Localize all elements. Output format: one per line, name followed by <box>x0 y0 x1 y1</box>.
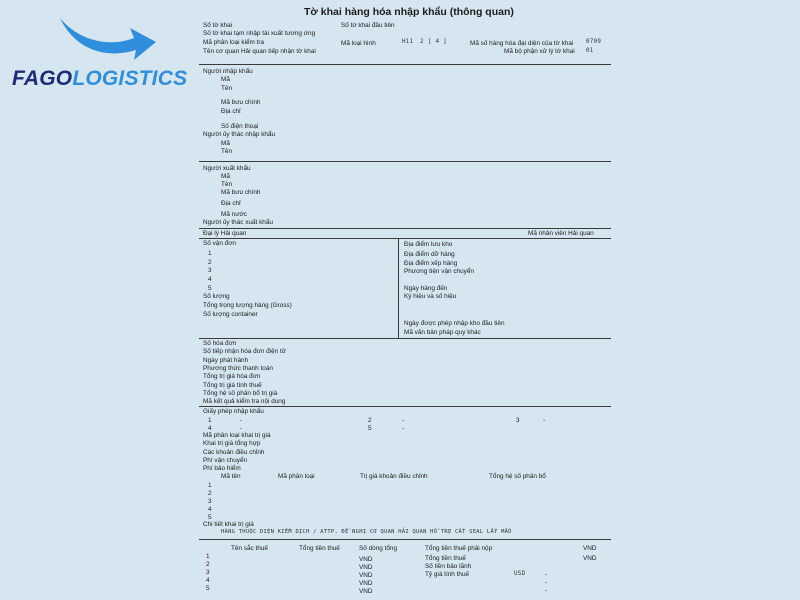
ty-gia-tinh-thue-label: Tỷ giá tính thuế <box>425 571 470 578</box>
phi-bao-hiem-label: Phí bảo hiểm <box>203 465 241 472</box>
thue-row-3: 3 <box>206 569 210 576</box>
phuong-thuc-thanh-toan-label: Phương thức thanh toán <box>203 365 273 372</box>
chi-tiet-khai-tri-gia-label: Chi tiết khai trị giá <box>203 521 254 528</box>
khai-tri-gia-tong-hop-label: Khai trị giá tổng hợp <box>203 440 261 447</box>
ky-hieu-label: Ký hiệu và số hiệu <box>404 293 457 300</box>
ma-bo-phan-value: 01 <box>586 48 594 54</box>
dia-diem-luu-kho-label: Địa điểm lưu kho <box>404 241 453 248</box>
ty-gia-dash-1: - <box>545 571 548 578</box>
tong-tri-gia-tinh-thue-label: Tổng trị giá tính thuế <box>203 382 262 389</box>
so-to-khai-label: Số tờ khai <box>203 22 233 29</box>
logo-text-part2: LOGISTICS <box>72 67 188 90</box>
tong-trong-luong-label: Tổng trọng lượng hàng (Gross) <box>203 302 292 309</box>
so-luong-label: Số lượng <box>203 293 230 300</box>
tong-he-so-label: Tổng hệ số phân bổ trị giá <box>203 390 278 397</box>
ma-loai-hinh-label: Mã loại hình <box>341 40 376 47</box>
giay-phep-dash-1: - <box>240 417 243 424</box>
nguoi-uy-thac-xk-title: Người ủy thác xuất khẩu <box>203 219 273 226</box>
phi-van-chuyen-label: Phí vận chuyển <box>203 457 248 464</box>
logo-text <box>12 67 187 91</box>
nnk-ma-buu-chinh-label: Mã bưu chính <box>221 99 261 106</box>
divider <box>199 228 611 229</box>
dia-diem-xep-hang-label: Địa điểm xếp hàng <box>404 260 458 267</box>
thue-vnd-1: VND <box>359 556 373 563</box>
ma-so-hang-hoa-label: Mã số hàng hóa đại diện của tờ khai <box>470 40 574 47</box>
col-tri-gia-dieu-chinh: Trị giá khoản điều chỉnh <box>360 473 428 480</box>
phuong-tien-label: Phương tiện vận chuyển <box>404 268 474 275</box>
ma-so-hang-hoa-value: 0709 <box>586 39 602 45</box>
tong-tien-thue-vnd: VND <box>583 555 597 562</box>
ma-phan-loai-khai-tri-gia-label: Mã phân loại khai trị giá <box>203 432 271 439</box>
nutnk-ma-label: Mã <box>221 140 230 147</box>
van-don-row-3: 3 <box>208 267 212 274</box>
giay-phep-dash-4: - <box>240 425 243 432</box>
divider <box>199 338 611 339</box>
thue-row-2: 2 <box>206 561 210 568</box>
thue-vnd-3: VND <box>359 572 373 579</box>
tri-gia-row-2: 2 <box>208 490 212 497</box>
giay-phep-num-2: 2 <box>368 417 372 424</box>
nxk-ten-label: Tên <box>221 181 233 188</box>
chi-tiet-khai-tri-gia-value: HÀNG THUỘC DIỆN KIỂM DỊCH / ATTP. ĐỀ NGHỊ CƠ QUAN HẢI QUAN HỖ TRỢ CẮT SEAL LẤY MẪU <box>221 529 512 535</box>
tri-gia-row-1: 1 <box>208 482 212 489</box>
ty-gia-usd: USD <box>514 571 526 577</box>
van-don-row-1: 1 <box>208 250 212 257</box>
tong-tri-gia-hoa-don-label: Tổng trị giá hóa đơn <box>203 373 261 380</box>
giay-phep-num-3: 3 <box>516 417 520 424</box>
van-don-row-2: 2 <box>208 259 212 266</box>
cac-khoan-dieu-chinh-label: Các khoản điều chỉnh <box>203 449 265 456</box>
giay-phep-num-5: 5 <box>368 425 372 432</box>
tri-gia-row-4: 4 <box>208 506 212 513</box>
dai-ly-hai-quan-label: Đại lý Hải quan <box>203 230 247 237</box>
divider <box>199 161 611 162</box>
ma-van-ban-label: Mã văn bản pháp quy khác <box>404 329 481 336</box>
form-title: Tờ khai hàng hóa nhập khẩu (thông quan) <box>304 6 514 18</box>
ngay-phat-hanh-label: Ngày phát hành <box>203 357 249 364</box>
giay-phep-dash-2: - <box>402 417 405 424</box>
thue-row-5: 5 <box>206 585 210 592</box>
col-ma-phan-loai: Mã phân loại <box>278 473 315 480</box>
nxk-ma-nuoc-label: Mã nước <box>221 211 247 218</box>
ma-nhan-vien-hq-label: Mã nhân viên Hải quan <box>528 230 594 237</box>
thue-row-4: 4 <box>206 577 210 584</box>
ma-loai-hinh-num: 2 <box>420 39 424 45</box>
thue-row-1: 1 <box>206 553 210 560</box>
van-don-row-5: 5 <box>208 285 212 292</box>
so-tiep-nhan-label: Số tiếp nhận hóa đơn điện tử <box>203 348 287 355</box>
logo-text-part1: FAGO <box>12 67 73 90</box>
col-so-dong-tong: Số dòng tổng <box>359 545 398 552</box>
nutnk-ten-label: Tên <box>221 148 233 155</box>
giay-phep-dash-5: - <box>402 425 405 432</box>
nnk-so-dien-thoai-label: Số điện thoại <box>221 123 259 130</box>
ma-loai-hinh-value: H11 <box>402 39 414 45</box>
nxk-ma-label: Mã <box>221 173 230 180</box>
column-divider <box>398 238 399 338</box>
ma-ket-qua-label: Mã kết quả kiểm tra nội dung <box>203 398 286 405</box>
ma-phan-loai-kiem-tra-label: Mã phân loại kiểm tra <box>203 39 265 46</box>
nnk-dia-chi-label: Địa chỉ <box>221 108 241 115</box>
ty-gia-dash-3: - <box>545 587 548 594</box>
tri-gia-row-3: 3 <box>208 498 212 505</box>
ngay-hang-den-label: Ngày hàng đến <box>404 285 448 292</box>
col-ten-sac-thue: Tên sắc thuế <box>231 545 268 552</box>
col-tong-he-so: Tổng hệ số phân bổ <box>489 473 546 480</box>
nguoi-uy-thac-nk-title: Người ủy thác nhập khẩu <box>203 131 276 138</box>
ten-co-quan-label: Tên cơ quan Hải quan tiếp nhận tờ khai <box>203 48 316 55</box>
so-tien-bao-lanh-label: Số tiền bảo lãnh <box>425 563 472 570</box>
thue-vnd-2: VND <box>359 564 373 571</box>
giay-phep-num-4: 4 <box>208 425 212 432</box>
tri-gia-row-5: 5 <box>208 514 212 521</box>
ngay-duoc-phep-label: Ngày được phép nhập kho đầu tiên <box>404 320 505 327</box>
nnk-ten-label: Tên <box>221 85 233 92</box>
giay-phep-title: Giấy phép nhập khẩu <box>203 408 264 415</box>
vnd-currency: VND <box>583 545 597 552</box>
divider <box>199 406 611 407</box>
dia-diem-do-hang-label: Địa điểm dỡ hàng <box>404 251 455 258</box>
nnk-ma-label: Mã <box>221 76 230 83</box>
ma-loai-hinh-bracket: [ 4 ] <box>428 39 447 45</box>
so-luong-container-label: Số lượng container <box>203 311 258 318</box>
so-hoa-don-label: Số hóa đơn <box>203 340 237 347</box>
van-don-row-4: 4 <box>208 276 212 283</box>
divider <box>199 238 611 239</box>
col-tong-tien-thue: Tổng tiền thuế <box>299 545 340 552</box>
arrow-icon <box>56 8 166 68</box>
so-tk-dau-tien-label: Số tờ khai đầu tiên <box>341 22 395 29</box>
divider <box>199 64 611 65</box>
thue-vnd-4: VND <box>359 580 373 587</box>
giay-phep-num-1: 1 <box>208 417 212 424</box>
divider <box>199 539 611 540</box>
thue-vnd-5: VND <box>359 588 373 595</box>
nxk-dia-chi-label: Địa chỉ <box>221 200 241 207</box>
giay-phep-dash-3: - <box>543 417 546 424</box>
tong-tien-thue-label: Tổng tiền thuế <box>425 555 466 562</box>
tong-tien-thue-phai-nop-label: Tổng tiền thuế phải nộp <box>425 545 493 552</box>
ty-gia-dash-2: - <box>545 579 548 586</box>
col-ma-ten: Mã tên <box>221 473 241 480</box>
so-tk-tam-nhap-label: Số tờ khai tạm nhập tái xuất tương ứng <box>203 30 316 37</box>
so-van-don-label: Số vận đơn <box>203 240 236 247</box>
nguoi-xuat-khau-title: Người xuất khẩu <box>203 165 251 172</box>
ma-bo-phan-label: Mã bộ phận xử lý tờ khai <box>504 48 575 55</box>
nxk-ma-buu-chinh-label: Mã bưu chính <box>221 189 261 196</box>
nguoi-nhap-khau-title: Người nhập khẩu <box>203 68 253 75</box>
logo <box>12 8 192 96</box>
